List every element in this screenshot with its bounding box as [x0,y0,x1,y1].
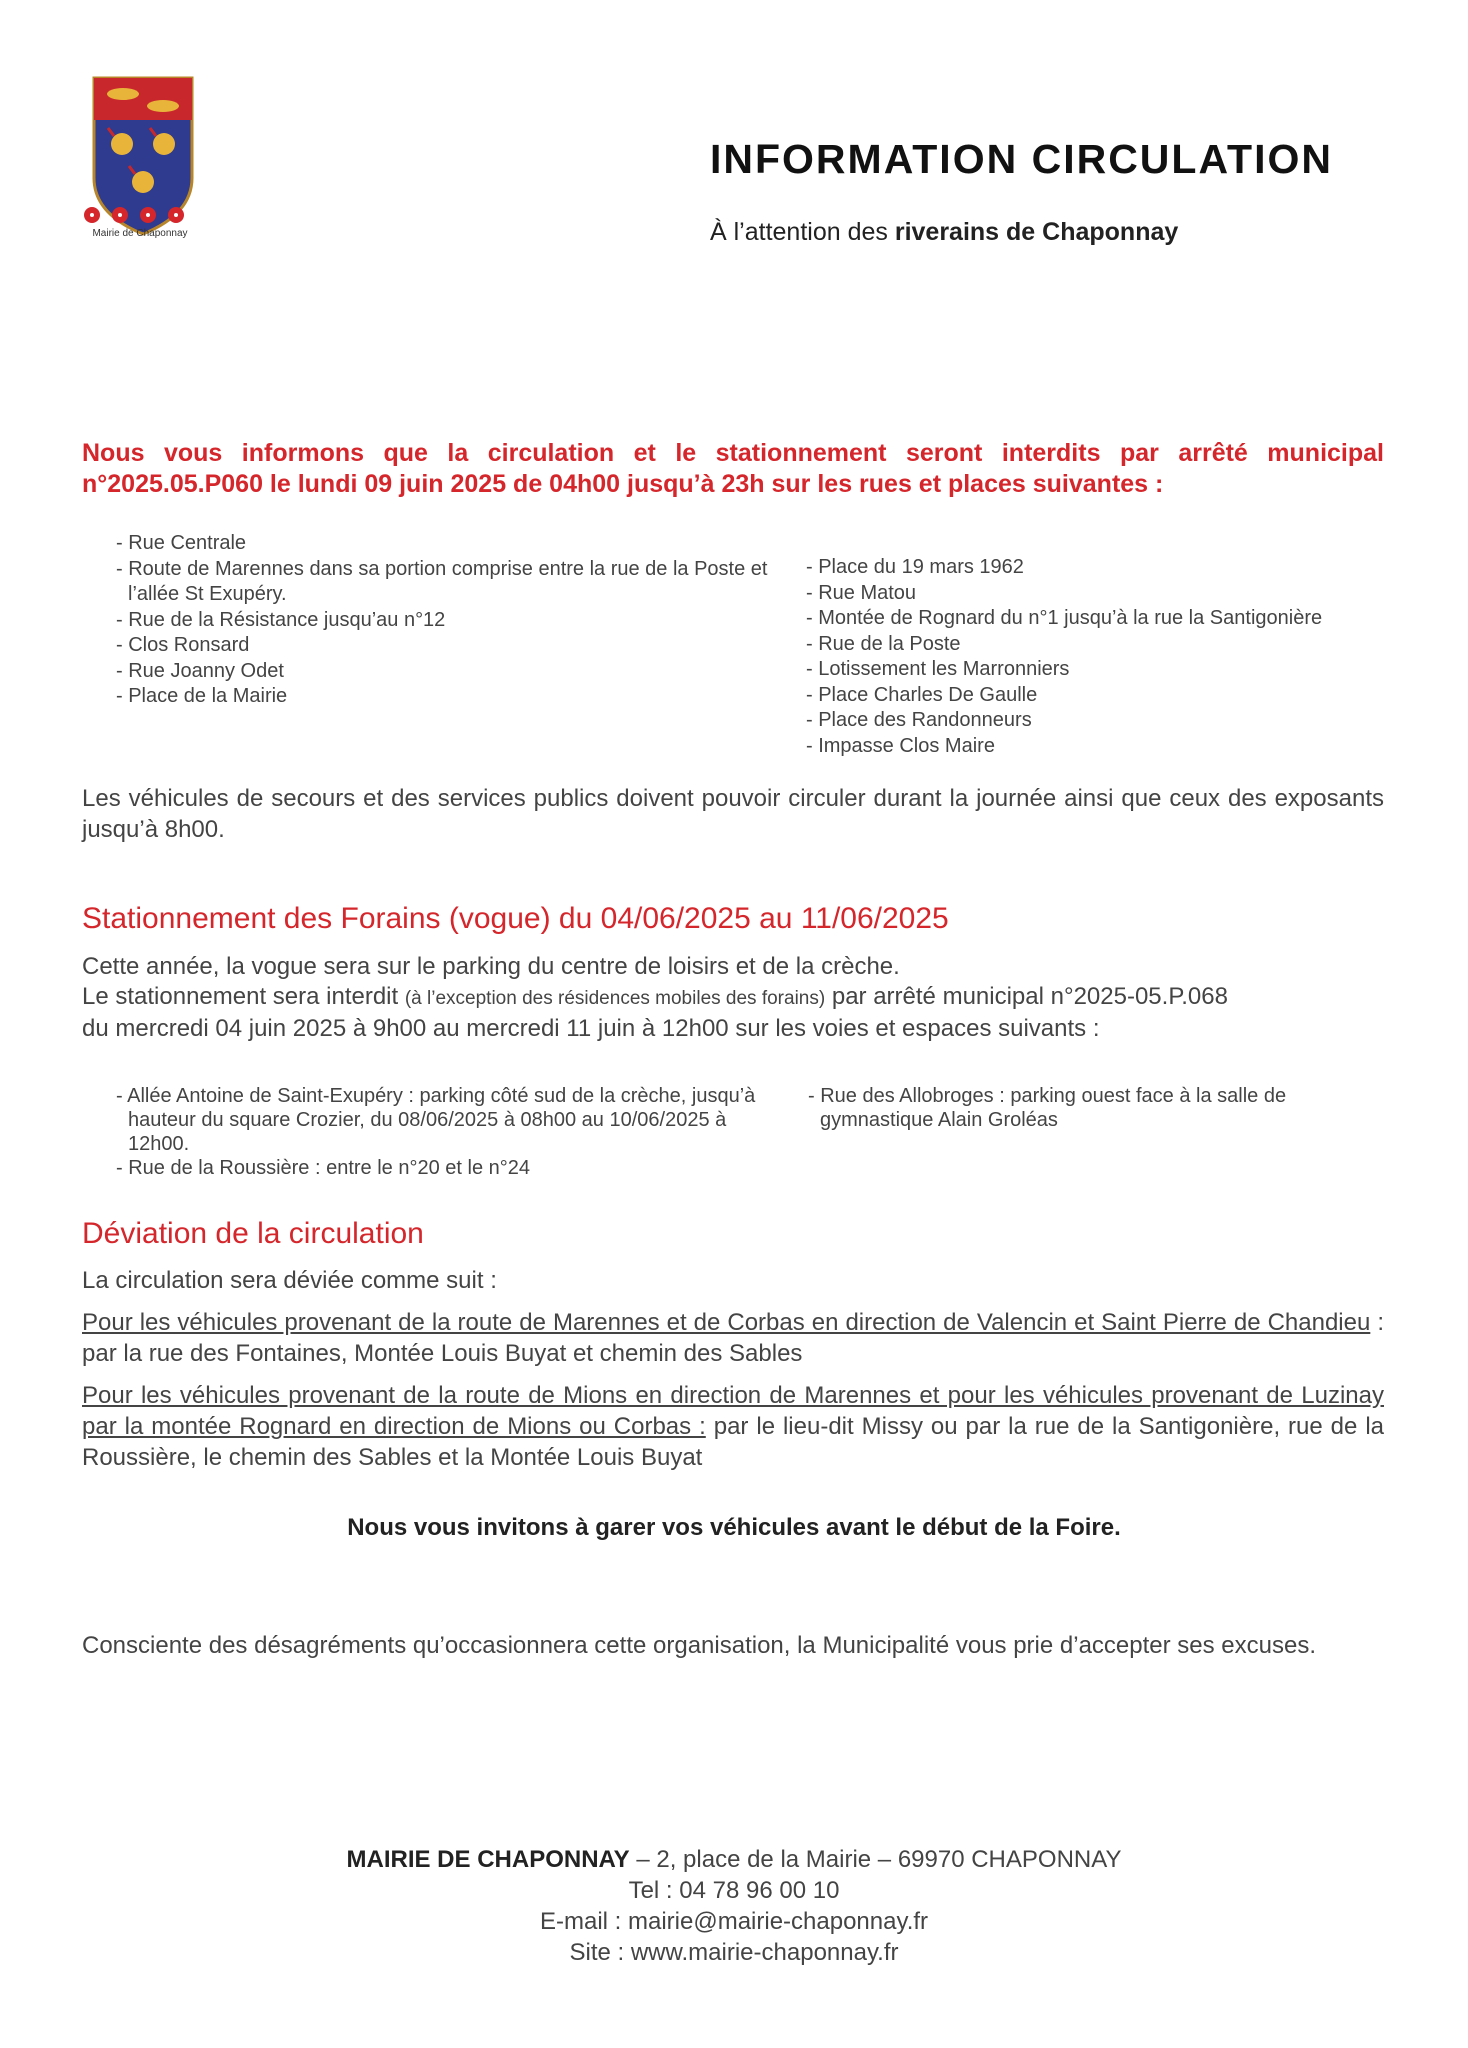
list-item: - Lotissement les Marronniers [806,658,1070,680]
list-item: - Place des Randonneurs [806,709,1032,731]
footer-email: E-mail : mairie@mairie-chaponnay.fr [539,1908,929,1935]
page-title: INFORMATION CIRCULATION [710,136,1333,182]
forains-heading: Stationnement des Forains (vogue) du 04/06/2025 au 11/06/2025 [82,902,949,935]
list-item: - Rue Matou [806,581,917,604]
forains-list-right [808,1084,1368,1132]
logo-caption: Mairie de Chaponnay [92,228,188,239]
street-list-right [806,555,1386,759]
deviation-intro: La circulation sera déviée comme suit : [82,1267,497,1294]
flowers-decoration-icon [80,204,200,226]
intro-notice: Nous vous informons que la circulation et le stationnement seront interdits par arrêté municipal n°2025.05.P060 le lundi 09 juin 2025 de 04h00 jusqu’à 23h sur les rues et places suivantes : [82,439,1384,498]
parking-invitation: Nous vous invitons à garer vos véhicules avant le début de la Foire. [347,1514,1121,1541]
list-item: - Rue des Allobroges : parking ouest face à la salle de gymnastique Alain Groléas [808,1085,1287,1131]
list-item: - Rue de la Résistance jusqu’au n°12 [116,608,446,631]
forains-paragraph: Cette année, la vogue sera sur le parking du centre de loisirs et de la crèche. Le stationnement sera interdit (à l’exception des résidences mobiles des forains) par arrêté municipal n°2025-05.P.068 du mercredi 04 juin 2025 à 9h00 au mercredi 11 juin à 12h00 sur les voies et espaces suivants : [82,953,1228,1042]
footer-site: Site : www.mairie-chaponnay.fr [569,1939,899,1966]
list-item: - Place du 19 mars 1962 [806,556,1024,578]
footer-contact [0,1844,1468,1968]
deviation-route-2: Pour les véhicules provenant de la route de Mions en direction de Marennes et pour les véhicules provenant de Luzinay par la montée Rognard en direction de Mions ou Corbas : par le lieu-dit Missy ou par la rue de la Santigonière, rue de la Roussière, le chemin des Sables et la Montée Louis Buyat [82,1382,1384,1471]
list-item: - Place Charles De Gaulle [806,683,1038,706]
list-item: - Rue de la Poste [806,632,961,655]
page-subtitle: À l’attention des riverains de Chaponnay [710,218,1179,246]
list-item: - Place de la Mairie [116,685,288,707]
list-item: - Allée Antoine de Saint-Exupéry : parking côté sud de la crèche, jusqu’à hauteur du square Crozier, du 08/06/2025 à 08h00 au 10/06/2025 à 12h00. [116,1085,756,1155]
deviation-route-1: Pour les véhicules provenant de la route de Marennes et de Corbas en direction de Valencin et Saint Pierre de Chandieu : par la rue des Fontaines, Montée Louis Buyat et chemin des Sables [82,1309,1384,1367]
forains-list-left [116,1084,756,1180]
list-item: - Clos Ronsard [116,634,250,656]
list-item: - Rue Joanny Odet [116,659,284,682]
footer-tel: Tel : 04 78 96 00 10 [628,1877,840,1904]
list-item: - Montée de Rognard du n°1 jusqu’à la rue la Santigonière [806,607,1323,629]
list-item: - Rue de la Roussière : entre le n°20 et le n°24 [116,1157,531,1179]
list-item: - Rue Centrale [116,532,247,554]
footer-address: – 2, place de la Mairie – 69970 CHAPONNAY [629,1846,1122,1873]
list-item: - Route de Marennes dans sa portion comprise entre la rue de la Poste et l’allée St Exupéry. [116,557,768,605]
apology-paragraph: Consciente des désagréments qu’occasionnera cette organisation, la Municipalité vous prie d’accepter ses excuses. [82,1632,1317,1659]
list-item: - Impasse Clos Maire [806,734,995,757]
emergency-vehicles-paragraph: Les véhicules de secours et des services publics doivent pouvoir circuler durant la journée ainsi que ceux des exposants jusqu’à 8h00. [82,785,1384,843]
footer-name: MAIRIE DE CHAPONNAY [346,1846,630,1873]
street-list-left [116,531,776,710]
deviation-heading: Déviation de la circulation [82,1217,424,1250]
